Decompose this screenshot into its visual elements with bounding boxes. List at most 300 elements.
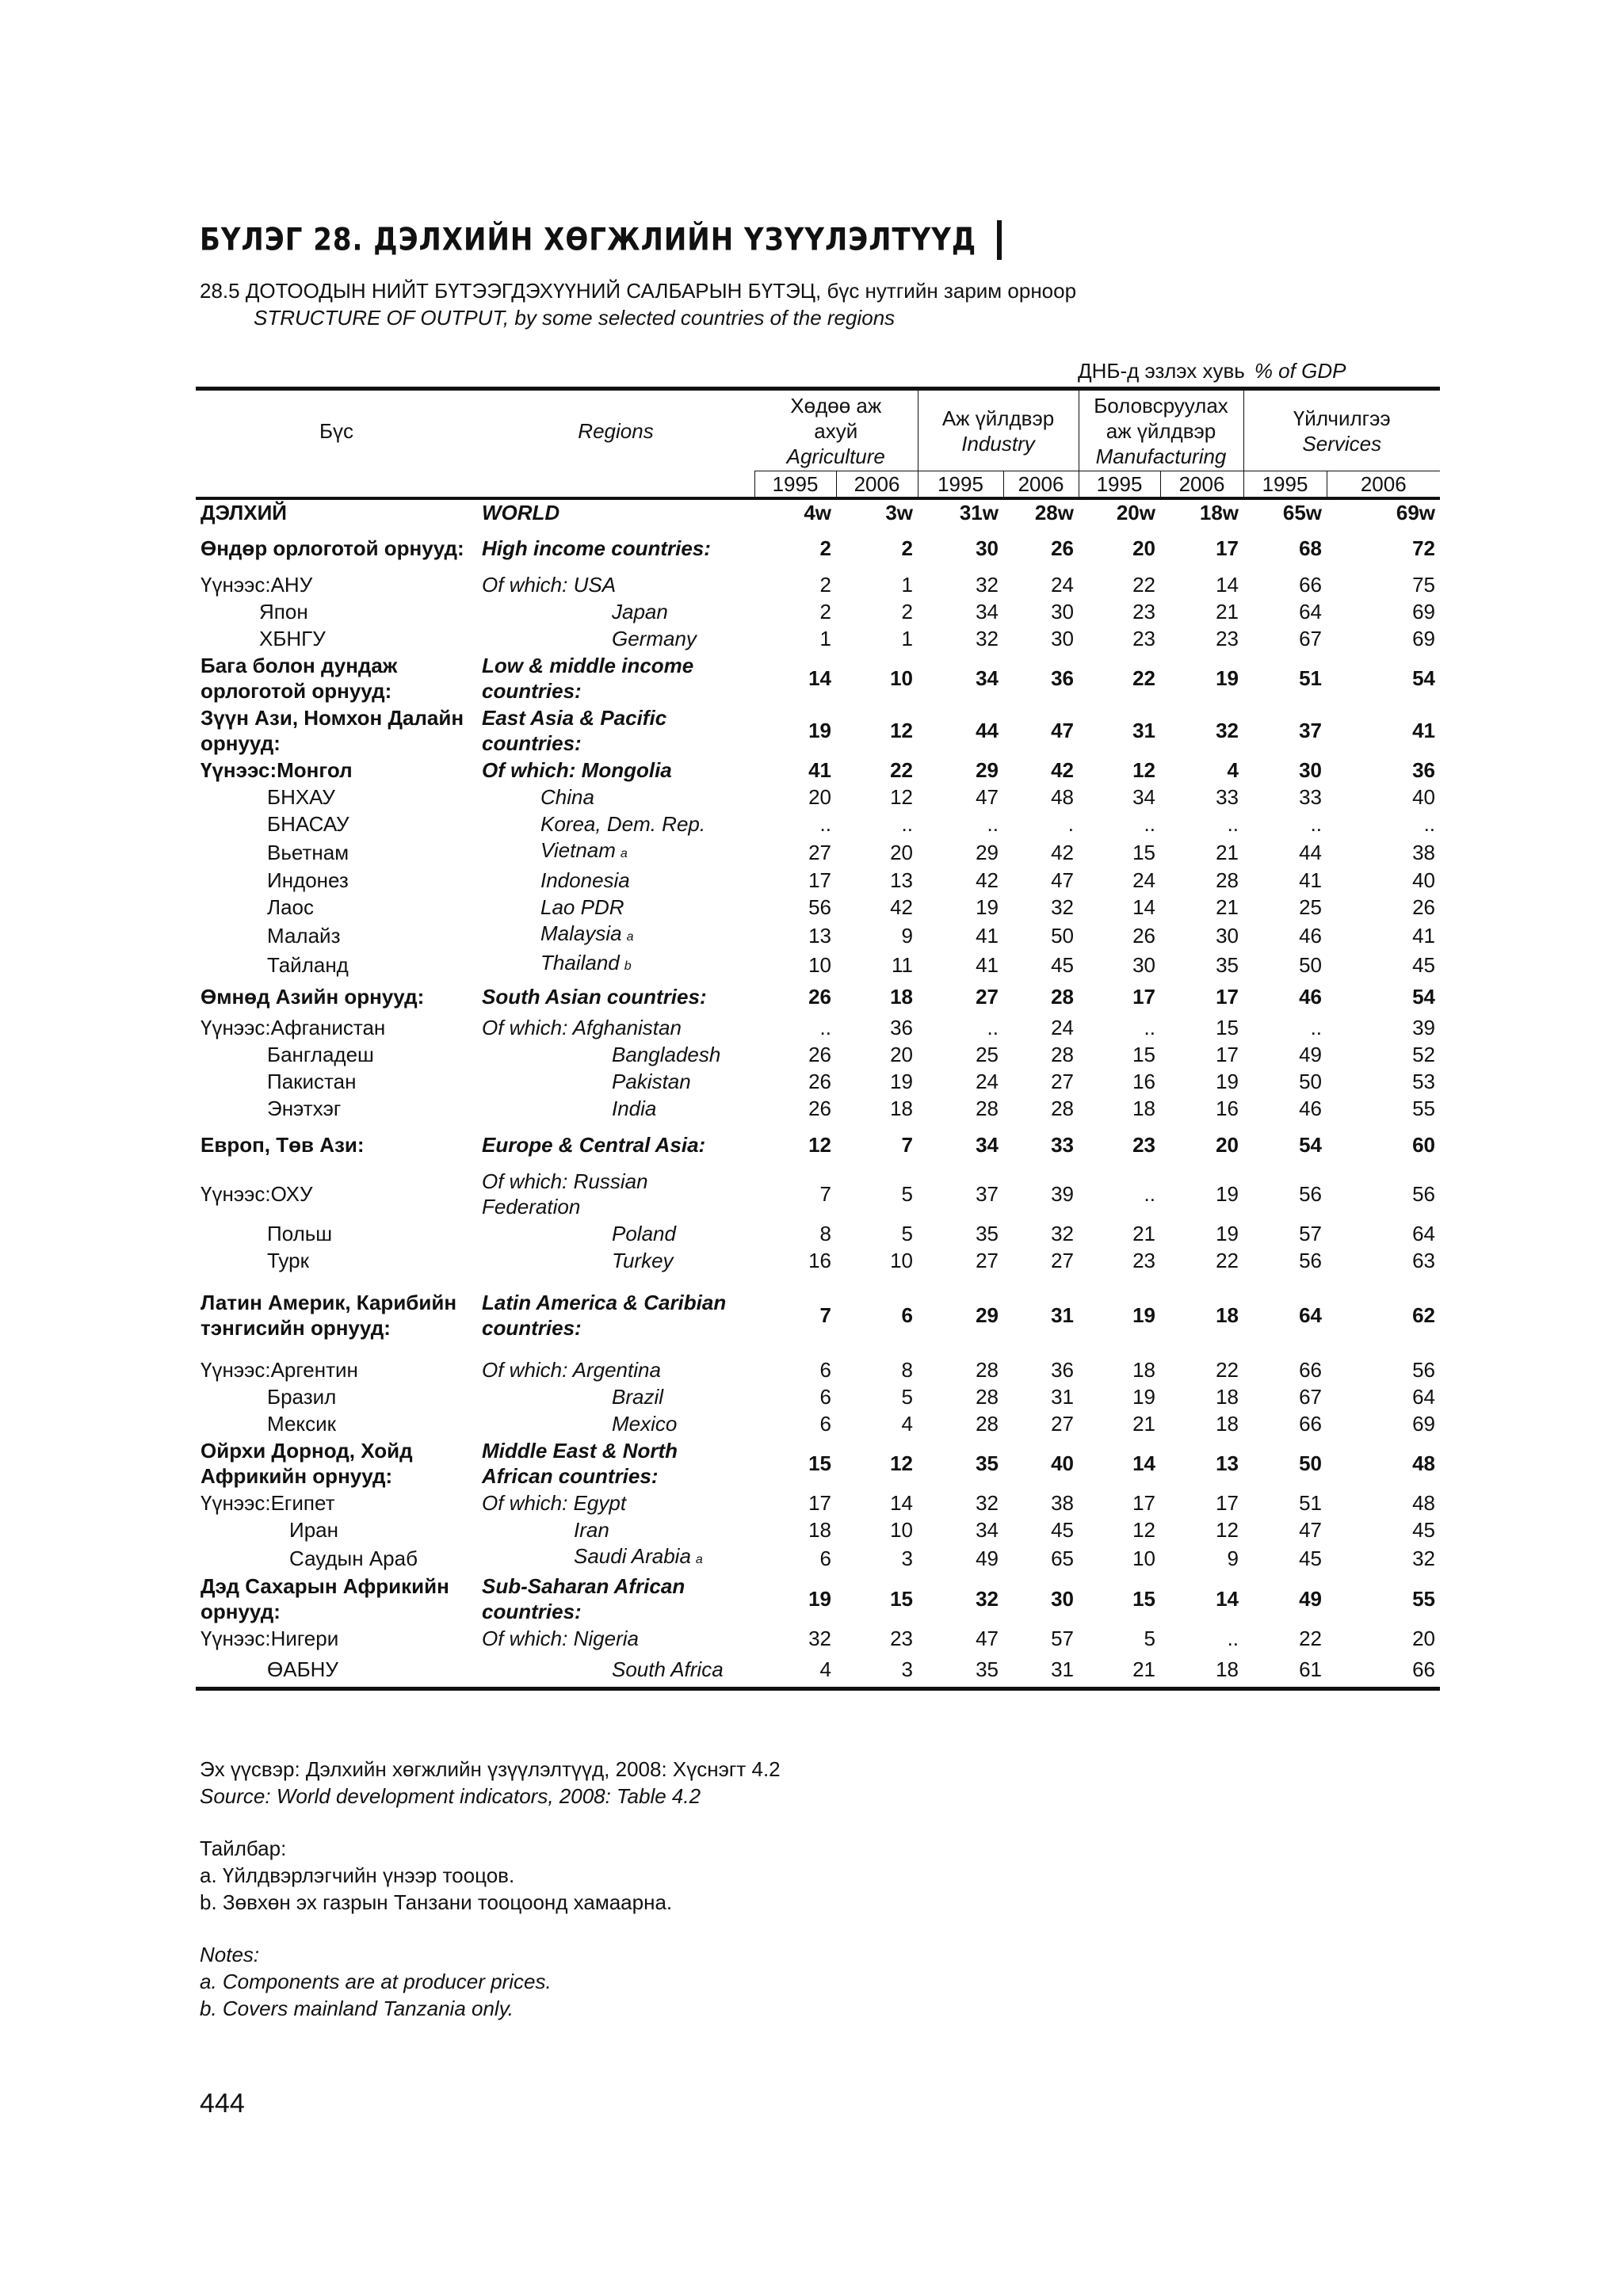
table-row <box>196 598 1440 625</box>
value-cell: 25 <box>1299 895 1323 919</box>
value-cell: 24 <box>976 1070 999 1093</box>
region-name-en-text: Korea, Dem. Rep. <box>540 812 706 836</box>
region-name-en <box>477 1543 754 1573</box>
value-cell: 38 <box>1051 1491 1074 1515</box>
value-cell: 48 <box>1412 1491 1436 1515</box>
table-row <box>196 867 1440 894</box>
value-cell: 21 <box>1132 1657 1155 1681</box>
value-cell: 27 <box>808 840 831 864</box>
value-cell: 4 <box>901 1412 913 1436</box>
value-cell: 12 <box>1132 758 1155 782</box>
value-cell: 28 <box>976 1097 999 1120</box>
value-cell: 28 <box>976 1385 999 1409</box>
chapter-title: БҮЛЭГ 28. ДЭЛХИЙН ХӨГЖЛИЙН ҮЗҮҮЛЭЛТҮҮД <box>200 222 977 258</box>
value-cell: 12 <box>890 719 913 742</box>
table-row <box>196 837 1440 867</box>
value-cell: 23 <box>1132 627 1155 650</box>
region-name-mn: Малайз <box>267 923 341 948</box>
value-cell: 44 <box>976 719 999 742</box>
table-row <box>196 652 1440 704</box>
region-name-en-text: Low & middle income countries: <box>482 654 694 703</box>
value-cell: 41 <box>1412 719 1436 742</box>
table-row <box>196 979 1440 1014</box>
value-cell: 47 <box>976 1627 999 1650</box>
region-name-mn: Үүнээс:АНУ <box>200 573 313 597</box>
header-industry <box>918 389 1079 471</box>
value-cell: 60 <box>1412 1133 1436 1157</box>
table-row <box>196 1437 1440 1489</box>
value-cell: 42 <box>1051 840 1074 864</box>
value-cell: 27 <box>1051 1070 1074 1093</box>
value-cell: 23 <box>1132 1133 1155 1157</box>
region-name-en <box>477 1625 754 1652</box>
value-cell: 19 <box>976 895 999 919</box>
region-name-en-text: Saudi Arabia <box>574 1544 691 1568</box>
value-cell: 50 <box>1299 1451 1323 1475</box>
header-row <box>196 389 1440 471</box>
value-cell: 67 <box>1299 1385 1323 1409</box>
region-name-mn: Саудын Араб <box>289 1546 418 1570</box>
value-cell: 45 <box>1412 1518 1436 1542</box>
region-name-mn: Үүнээс:ОХУ <box>200 1182 313 1206</box>
value-cell: 56 <box>1412 1182 1436 1206</box>
value-cell: 14 <box>1132 895 1155 919</box>
region-name-en-text: Lao PDR <box>540 895 624 919</box>
region-name-en <box>477 1247 754 1274</box>
value-cell: 13 <box>890 868 913 892</box>
value-cell: 34 <box>1132 785 1155 809</box>
region-name-en <box>477 652 754 704</box>
region-name-en-text: Vietnam <box>540 838 616 862</box>
value-cell: 12 <box>890 1451 913 1475</box>
region-name-en-text: Pakistan <box>612 1070 691 1093</box>
value-cell: 24 <box>1132 868 1155 892</box>
value-cell: 69 <box>1412 1412 1436 1436</box>
value-cell: 48 <box>1051 785 1074 809</box>
value-cell: 26 <box>808 1043 831 1066</box>
table-row <box>196 498 1440 525</box>
region-name-en-text: Middle East & North African countries: <box>482 1439 678 1488</box>
footnote-marker: b <box>624 959 632 973</box>
value-cell: 66 <box>1299 573 1323 597</box>
value-cell: 6 <box>819 1546 831 1570</box>
value-cell: 28 <box>1051 1097 1074 1120</box>
year-cell: 2006 <box>1003 471 1079 499</box>
region-name-en <box>477 625 754 652</box>
value-cell: .. <box>1310 812 1323 836</box>
value-cell: 33 <box>1216 785 1239 809</box>
value-cell: 28 <box>1051 1043 1074 1066</box>
value-cell: 13 <box>1216 1451 1239 1475</box>
value-cell: 31 <box>1051 1385 1074 1409</box>
unit-label-en: % of GDP <box>1254 359 1346 383</box>
table-row <box>196 810 1440 837</box>
region-name-mn: Япон <box>259 600 308 624</box>
value-cell: 75 <box>1412 573 1436 597</box>
note-mn-a: a. Үйлдвэрлэгчийн үнээр тооцов. <box>200 1863 515 1887</box>
region-name-en-text: Europe & Central Asia: <box>482 1133 706 1157</box>
footnote-marker: a <box>620 847 628 860</box>
value-cell: 51 <box>1299 1491 1323 1515</box>
region-name-en-text: Germany <box>612 627 697 650</box>
value-cell: 24 <box>1051 1016 1074 1039</box>
note-en-b: b. Covers mainland Tanzania only. <box>200 1997 514 2020</box>
value-cell: 66 <box>1299 1412 1323 1436</box>
value-cell: 65 <box>1051 1546 1074 1570</box>
value-cell: 56 <box>1299 1182 1323 1206</box>
region-name-mn: Үүнээс:Египет <box>200 1491 335 1515</box>
page-number: 444 <box>200 2088 245 2119</box>
value-cell: 14 <box>890 1491 913 1515</box>
year-cell: 2006 <box>836 471 918 499</box>
value-cell: 40 <box>1412 785 1436 809</box>
table-row <box>196 571 1440 598</box>
value-cell: 41 <box>808 758 831 782</box>
table-row <box>196 704 1440 757</box>
value-cell: 10 <box>808 952 831 977</box>
value-cell: 19 <box>1216 666 1239 690</box>
table-row <box>196 1410 1440 1437</box>
value-cell: 56 <box>808 895 831 919</box>
value-cell: 18 <box>1216 1385 1239 1409</box>
value-cell: 19 <box>808 1587 831 1611</box>
header-agriculture <box>754 389 918 471</box>
value-cell: 1 <box>901 573 913 597</box>
value-cell: 20 <box>808 785 831 809</box>
value-cell: 19 <box>1132 1303 1155 1327</box>
region-name-en-text: Latin America & Caribian countries: <box>482 1291 727 1340</box>
region-name-en <box>477 894 754 921</box>
value-cell: .. <box>1310 1016 1323 1039</box>
table-row <box>196 1356 1440 1383</box>
value-cell: 22 <box>890 758 913 782</box>
value-cell: 69 <box>1412 627 1436 650</box>
value-cell: 17 <box>1216 985 1239 1009</box>
value-cell: 15 <box>1216 1016 1239 1039</box>
chapter-heading <box>200 215 1002 265</box>
table-row <box>196 1383 1440 1410</box>
header-services-mn: Үйлчилгээ <box>1293 406 1391 430</box>
value-cell: 12 <box>1132 1518 1155 1542</box>
region-name-en-text: Sub-Saharan African countries: <box>482 1574 685 1623</box>
region-name-mn: Бангладеш <box>267 1043 374 1066</box>
output-structure-table <box>196 387 1440 1691</box>
region-name-en-text: East Asia & Pacific countries: <box>482 706 667 755</box>
value-cell: 26 <box>1132 923 1155 948</box>
value-cell: 28 <box>976 1412 999 1436</box>
table-row <box>196 1041 1440 1068</box>
value-cell: 37 <box>976 1182 999 1206</box>
value-cell: 42 <box>890 895 913 919</box>
region-name-en-text: Of which: Nigeria <box>482 1627 639 1650</box>
value-cell: 69w <box>1396 501 1436 524</box>
value-cell: 29 <box>976 1303 999 1327</box>
region-name-en <box>477 757 754 784</box>
value-cell: 15 <box>1132 1043 1155 1066</box>
region-name-en <box>477 1220 754 1247</box>
source-en: Source: World development indicators, 2008: Table 4.2 <box>200 1784 701 1808</box>
value-cell: .. <box>987 812 999 836</box>
value-cell: 3 <box>901 1657 913 1681</box>
value-cell: 47 <box>1051 719 1074 742</box>
region-name-mn: Индонез <box>267 868 349 892</box>
value-cell: 47 <box>976 785 999 809</box>
value-cell: 20 <box>890 840 913 864</box>
header-region-mn: Бүс <box>319 418 354 443</box>
value-cell: 22 <box>1132 573 1155 597</box>
value-cell: 29 <box>976 758 999 782</box>
value-cell: 20w <box>1116 501 1155 524</box>
region-name-en-text: South Africa <box>612 1657 724 1681</box>
value-cell: 14 <box>1216 573 1239 597</box>
header-manufacturing-en: Manufacturing <box>1095 444 1227 468</box>
value-cell: 62 <box>1412 1303 1436 1327</box>
value-cell: 2 <box>819 536 831 560</box>
region-name-en-text: Thailand <box>540 951 620 974</box>
value-cell: 53 <box>1412 1070 1436 1093</box>
value-cell: 35 <box>976 1451 999 1475</box>
table-row <box>196 784 1440 810</box>
value-cell: 32 <box>976 1491 999 1515</box>
region-name-en-text: High income countries: <box>482 536 711 560</box>
value-cell: 22 <box>1216 1358 1239 1382</box>
value-cell: 10 <box>890 1518 913 1542</box>
value-cell: 46 <box>1299 985 1323 1009</box>
value-cell: 17 <box>1132 1491 1155 1515</box>
value-cell: 20 <box>890 1043 913 1066</box>
value-cell: 1 <box>901 627 913 650</box>
value-cell: 31w <box>959 501 999 524</box>
value-cell: 5 <box>901 1182 913 1206</box>
value-cell: 18 <box>808 1518 831 1542</box>
region-name-en-text: Of which: Russian Federation <box>482 1169 648 1219</box>
value-cell: 7 <box>901 1133 913 1157</box>
value-cell: 29 <box>976 840 999 864</box>
region-name-en <box>477 525 754 571</box>
value-cell: 2 <box>901 600 913 624</box>
value-cell: 41 <box>976 952 999 977</box>
value-cell: 18 <box>890 1097 913 1120</box>
value-cell: .. <box>819 1016 831 1039</box>
region-name-en-text: Iran <box>574 1518 609 1542</box>
value-cell: 23 <box>890 1627 913 1650</box>
value-cell: 5 <box>901 1385 913 1409</box>
value-cell: 26 <box>808 985 831 1009</box>
value-cell: 6 <box>819 1358 831 1382</box>
region-name-en <box>477 598 754 625</box>
table-row <box>196 921 1440 950</box>
value-cell: 7 <box>819 1303 831 1327</box>
unit-label-mn: ДНБ-д эзлэх хувь <box>1078 359 1245 383</box>
value-cell: 12 <box>890 785 913 809</box>
value-cell: 17 <box>1216 1043 1239 1066</box>
value-cell: 18 <box>1216 1303 1239 1327</box>
value-cell: 41 <box>1412 923 1436 948</box>
value-cell: 17 <box>1216 1491 1239 1515</box>
value-cell: 23 <box>1216 627 1239 650</box>
value-cell: 50 <box>1299 1070 1323 1093</box>
header-services <box>1243 389 1440 471</box>
region-name-en <box>477 1516 754 1543</box>
value-cell: 15 <box>1132 1587 1155 1611</box>
footnote-marker: a <box>695 1553 703 1566</box>
region-name-en <box>477 867 754 894</box>
value-cell: 30 <box>1216 923 1239 948</box>
region-name-en-text: Turkey <box>612 1249 674 1272</box>
year-cell: 2006 <box>1160 471 1243 499</box>
value-cell: 64 <box>1412 1222 1436 1245</box>
value-cell: 35 <box>1216 952 1239 977</box>
region-name-en <box>477 1168 754 1220</box>
value-cell: 39 <box>1412 1016 1436 1039</box>
value-cell: 56 <box>1412 1358 1436 1382</box>
region-name-en-text: Indonesia <box>540 868 630 892</box>
value-cell: 34 <box>976 1133 999 1157</box>
value-cell: 20 <box>1216 1133 1239 1157</box>
value-cell: 21 <box>1216 895 1239 919</box>
region-name-mn: ХБНГУ <box>259 627 326 650</box>
value-cell: 22 <box>1299 1627 1323 1650</box>
value-cell: 49 <box>976 1546 999 1570</box>
value-cell: 54 <box>1412 666 1436 690</box>
value-cell: 55 <box>1412 1097 1436 1120</box>
value-cell: 44 <box>1299 840 1323 864</box>
value-cell: 49 <box>1299 1587 1323 1611</box>
region-name-en <box>477 837 754 867</box>
region-name-en <box>477 1041 754 1068</box>
value-cell: 20 <box>1132 536 1155 560</box>
value-cell: 10 <box>890 1249 913 1272</box>
region-name-en <box>477 1573 754 1625</box>
table-row <box>196 1274 1440 1356</box>
region-name-en <box>477 571 754 598</box>
region-name-mn: Иран <box>289 1518 338 1542</box>
value-cell: .. <box>1227 812 1239 836</box>
value-cell: 26 <box>1412 895 1436 919</box>
unit-label <box>1078 359 1346 383</box>
value-cell: 19 <box>808 719 831 742</box>
table-row <box>196 1068 1440 1095</box>
region-name-mn: Европ, Төв Ази: <box>200 1133 365 1157</box>
value-cell: 20 <box>1412 1627 1436 1650</box>
region-name-mn: БНАСАУ <box>267 812 349 836</box>
region-name-mn: Вьетнам <box>267 840 349 864</box>
value-cell: .. <box>987 1016 999 1039</box>
value-cell: 6 <box>819 1385 831 1409</box>
value-cell: 24 <box>1051 573 1074 597</box>
value-cell: 32 <box>976 573 999 597</box>
table-row <box>196 950 1440 979</box>
region-name-mn: Үүнээс:Монгол <box>200 758 353 782</box>
value-cell: 36 <box>1412 758 1436 782</box>
value-cell: 14 <box>1132 1451 1155 1475</box>
value-cell: 27 <box>976 1249 999 1272</box>
value-cell: 2 <box>901 536 913 560</box>
region-name-en-text: Poland <box>612 1222 676 1245</box>
region-name-en <box>477 1356 754 1383</box>
table-row <box>196 1543 1440 1573</box>
region-name-en <box>477 1437 754 1489</box>
value-cell: 68 <box>1299 536 1323 560</box>
region-name-en <box>477 1383 754 1410</box>
value-cell: 21 <box>1132 1222 1155 1245</box>
value-cell: 26 <box>1051 536 1074 560</box>
value-cell: 15 <box>1132 840 1155 864</box>
value-cell: 5 <box>901 1222 913 1245</box>
value-cell: 8 <box>901 1358 913 1382</box>
region-name-en <box>477 1652 754 1688</box>
value-cell: 31 <box>1132 719 1155 742</box>
value-cell: 4 <box>819 1657 831 1681</box>
header-industry-mn: Аж үйлдвэр <box>941 406 1055 430</box>
value-cell: 18 <box>1216 1657 1239 1681</box>
value-cell: 2 <box>819 600 831 624</box>
value-cell: 28 <box>1051 985 1074 1009</box>
value-cell: 64 <box>1299 1303 1323 1327</box>
year-cell: 1995 <box>1079 471 1160 499</box>
region-name-en <box>477 704 754 757</box>
value-cell: 30 <box>1051 600 1074 624</box>
region-name-mn: ДЭЛХИЙ <box>200 501 287 524</box>
value-cell: 32 <box>1051 1222 1074 1245</box>
value-cell: 6 <box>819 1412 831 1436</box>
table-row <box>196 1652 1440 1688</box>
region-name-en-text: Bangladesh <box>612 1043 721 1066</box>
table-title-en: STRUCTURE OF OUTPUT, by some selected countries of the regions <box>254 306 896 330</box>
value-cell: 64 <box>1412 1385 1436 1409</box>
header-manufacturing <box>1079 389 1243 471</box>
value-cell: 7 <box>819 1182 831 1206</box>
value-cell: 36 <box>1051 1358 1074 1382</box>
region-name-mn: Турк <box>267 1249 309 1272</box>
value-cell: 37 <box>1299 719 1323 742</box>
value-cell: 30 <box>1299 758 1323 782</box>
notes-mn-label: Тайлбар: <box>200 1836 287 1860</box>
value-cell: 32 <box>1051 895 1074 919</box>
value-cell: 34 <box>976 1518 999 1542</box>
value-cell: 61 <box>1299 1657 1323 1681</box>
value-cell: 30 <box>1051 627 1074 650</box>
region-name-mn: Үүнээс:Нигери <box>200 1627 339 1650</box>
value-cell: 34 <box>976 666 999 690</box>
value-cell: 19 <box>1216 1070 1239 1093</box>
value-cell: 19 <box>890 1070 913 1093</box>
region-name-mn: Бага болон дундаж орлоготой орнууд: <box>200 654 398 703</box>
table-row <box>196 625 1440 652</box>
header-industry-en: Industry <box>961 431 1035 456</box>
region-name-en <box>477 921 754 950</box>
value-cell: 47 <box>1299 1518 1323 1542</box>
value-cell: 17 <box>1216 536 1239 560</box>
value-cell: 45 <box>1051 1518 1074 1542</box>
value-cell: 33 <box>1299 785 1323 809</box>
region-name-en <box>477 810 754 837</box>
region-name-en <box>477 1410 754 1437</box>
value-cell: 26 <box>808 1070 831 1093</box>
table-row <box>196 525 1440 571</box>
value-cell: 21 <box>1132 1412 1155 1436</box>
region-name-mn: Лаос <box>267 895 314 919</box>
region-name-en-text: Mexico <box>612 1412 678 1436</box>
value-cell: 18 <box>890 985 913 1009</box>
value-cell: 66 <box>1412 1657 1436 1681</box>
region-name-en <box>477 784 754 810</box>
value-cell: 6 <box>901 1303 913 1327</box>
value-cell: 28 <box>1216 868 1239 892</box>
value-cell: 15 <box>808 1451 831 1475</box>
value-cell: 19 <box>1216 1222 1239 1245</box>
table-row <box>196 1247 1440 1274</box>
